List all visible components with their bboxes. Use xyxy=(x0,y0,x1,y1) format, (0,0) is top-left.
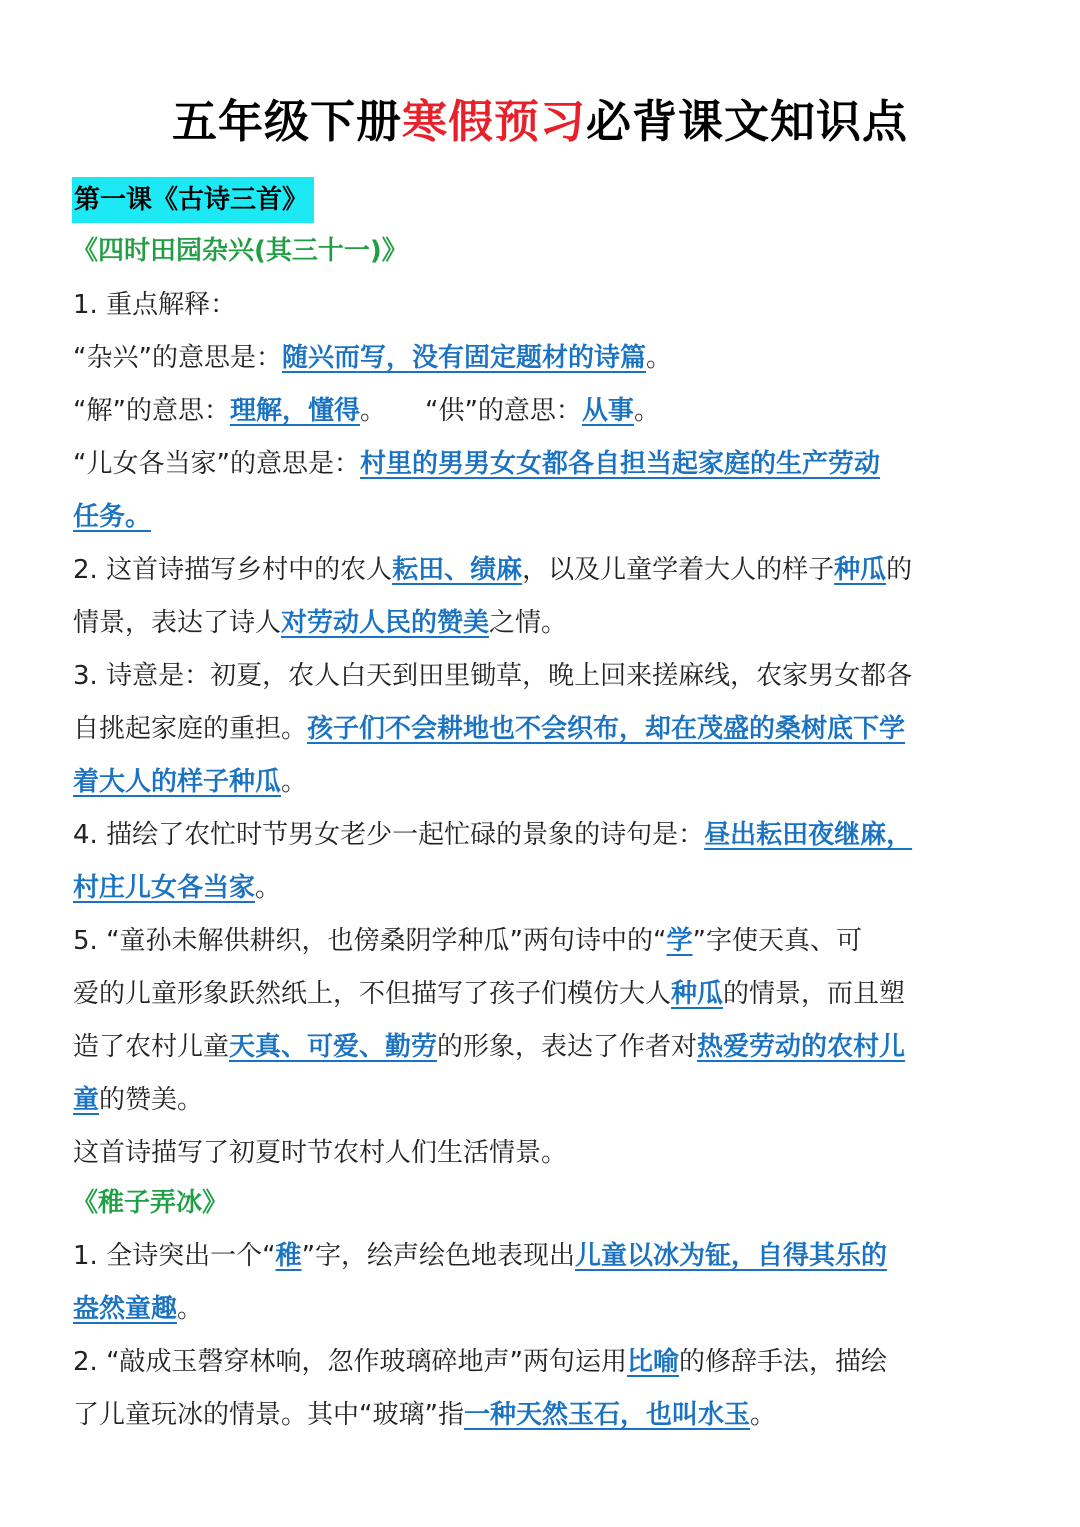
title-highlight: 寒假预习 xyxy=(401,95,586,148)
text: 情景，表达了诗人 xyxy=(73,608,282,638)
answer: 热爱劳动的农村儿 xyxy=(697,1032,906,1062)
text: 的修辞手法，描绘 xyxy=(679,1347,888,1377)
answer: 村庄儿女各当家 xyxy=(73,873,256,903)
text-line xyxy=(73,974,1013,1014)
text-line xyxy=(73,815,1013,855)
text-line xyxy=(73,868,1013,908)
answer: 学 xyxy=(666,926,693,956)
answer: 比喻 xyxy=(627,1347,680,1377)
text: 2. “敲成玉磬穿林响，忽作玻璃碎地声”两句运用 xyxy=(73,1347,628,1377)
title-part-3: 必背课文知识点 xyxy=(586,95,909,148)
text: 的情景，而且塑 xyxy=(723,979,906,1009)
text-line xyxy=(73,709,1013,749)
text-line xyxy=(73,338,1013,378)
answer: 村里的男男女女都各自担当起家庭的生产劳动 xyxy=(359,449,880,479)
answer: 种瓜 xyxy=(671,979,724,1009)
text: 了儿童玩冰的情景。其中“玻璃”指 xyxy=(73,1400,464,1430)
answer: 盎然童趣 xyxy=(73,1294,178,1324)
text-line xyxy=(73,1289,1013,1329)
poem-title-2: 《稚子弄冰》 xyxy=(72,1188,229,1218)
text: “杂兴”的意思是： xyxy=(73,343,282,373)
answer: 对劳动人民的赞美 xyxy=(281,608,490,638)
text: 。 xyxy=(645,343,672,373)
text-line xyxy=(73,391,1013,431)
answer: 从事 xyxy=(581,396,634,426)
text: 之情。 xyxy=(489,608,568,638)
text: 。 xyxy=(177,1294,204,1324)
answer: 儿童以冰为钲，自得其乐的 xyxy=(575,1241,888,1271)
answer: 理解，懂得 xyxy=(229,396,360,426)
text: ”字，绘声绘色地表现出 xyxy=(301,1241,576,1271)
text: 2. 这首诗描写乡村中的农人 xyxy=(73,555,393,585)
text: 造了农村儿童 xyxy=(73,1032,230,1062)
text-line xyxy=(73,1027,1013,1067)
text-line xyxy=(73,762,1013,802)
answer: 任务。 xyxy=(73,502,152,532)
text-line xyxy=(73,1080,1013,1120)
text: 1. 重点解释： xyxy=(73,290,237,320)
text: 的形象，表达了作者对 xyxy=(437,1032,698,1062)
text: 的 xyxy=(886,555,913,585)
text: 的赞美。 xyxy=(99,1085,204,1115)
text: “解”的意思： xyxy=(73,396,230,426)
text: 。 xyxy=(633,396,660,426)
text: 自挑起家庭的重担。 xyxy=(73,714,308,744)
answer: 稚 xyxy=(275,1241,302,1271)
text-line xyxy=(73,1342,1013,1382)
text-line xyxy=(73,550,1013,590)
title-part-1: 五年级下册 xyxy=(171,95,402,148)
text-line xyxy=(73,656,1013,696)
answer: 昼出耘田夜继麻， xyxy=(704,820,913,850)
text: 4. 描绘了农忙时节男女老少一起忙碌的景象的诗句是： xyxy=(73,820,705,850)
text-line xyxy=(73,285,1013,325)
answer: 孩子们不会耕地也不会织布，却在茂盛的桑树底下学 xyxy=(307,714,906,744)
text: 。 xyxy=(281,767,308,797)
answer: 天真、可爱、勤劳 xyxy=(229,1032,438,1062)
lesson-heading: 第一课《古诗三首》 xyxy=(72,177,314,223)
text: 。 xyxy=(255,873,282,903)
answer: 一种天然玉石，也叫水玉 xyxy=(463,1400,750,1430)
text: 这首诗描写了初夏时节农村人们生活情景。 xyxy=(73,1138,568,1168)
poem-title-1: 《四时田园杂兴(其三十一)》 xyxy=(72,236,408,266)
answer: 着大人的样子种瓜 xyxy=(73,767,282,797)
text: ”字使天真、可 xyxy=(692,926,862,956)
text: 5. “童孙未解供耕织，也傍桑阴学种瓜”两句诗中的“ xyxy=(73,926,667,956)
answer: 种瓜 xyxy=(834,555,887,585)
answer: 童 xyxy=(73,1085,100,1115)
text-line xyxy=(73,1236,1013,1276)
page-title xyxy=(0,92,1080,152)
text-line xyxy=(73,1133,1013,1173)
text: ，以及儿童学着大人的样子 xyxy=(522,555,835,585)
text-line xyxy=(73,603,1013,643)
answer: 耘田、绩麻 xyxy=(392,555,523,585)
text: 。 “供”的意思： xyxy=(359,396,582,426)
text: 3. 诗意是：初夏，农人白天到田里锄草，晚上回来搓麻线，农家男女都各 xyxy=(73,661,913,691)
answer: 随兴而写，没有固定题材的诗篇 xyxy=(281,343,646,373)
text: “儿女各当家”的意思是： xyxy=(73,449,360,479)
text-line xyxy=(73,444,1013,484)
text: 爱的儿童形象跃然纸上，不但描写了孩子们模仿大人 xyxy=(73,979,672,1009)
text-line xyxy=(73,497,1013,537)
text-line xyxy=(73,921,1013,961)
text: 1. 全诗突出一个“ xyxy=(73,1241,276,1271)
text: 。 xyxy=(749,1400,776,1430)
text-line xyxy=(73,1395,1013,1435)
